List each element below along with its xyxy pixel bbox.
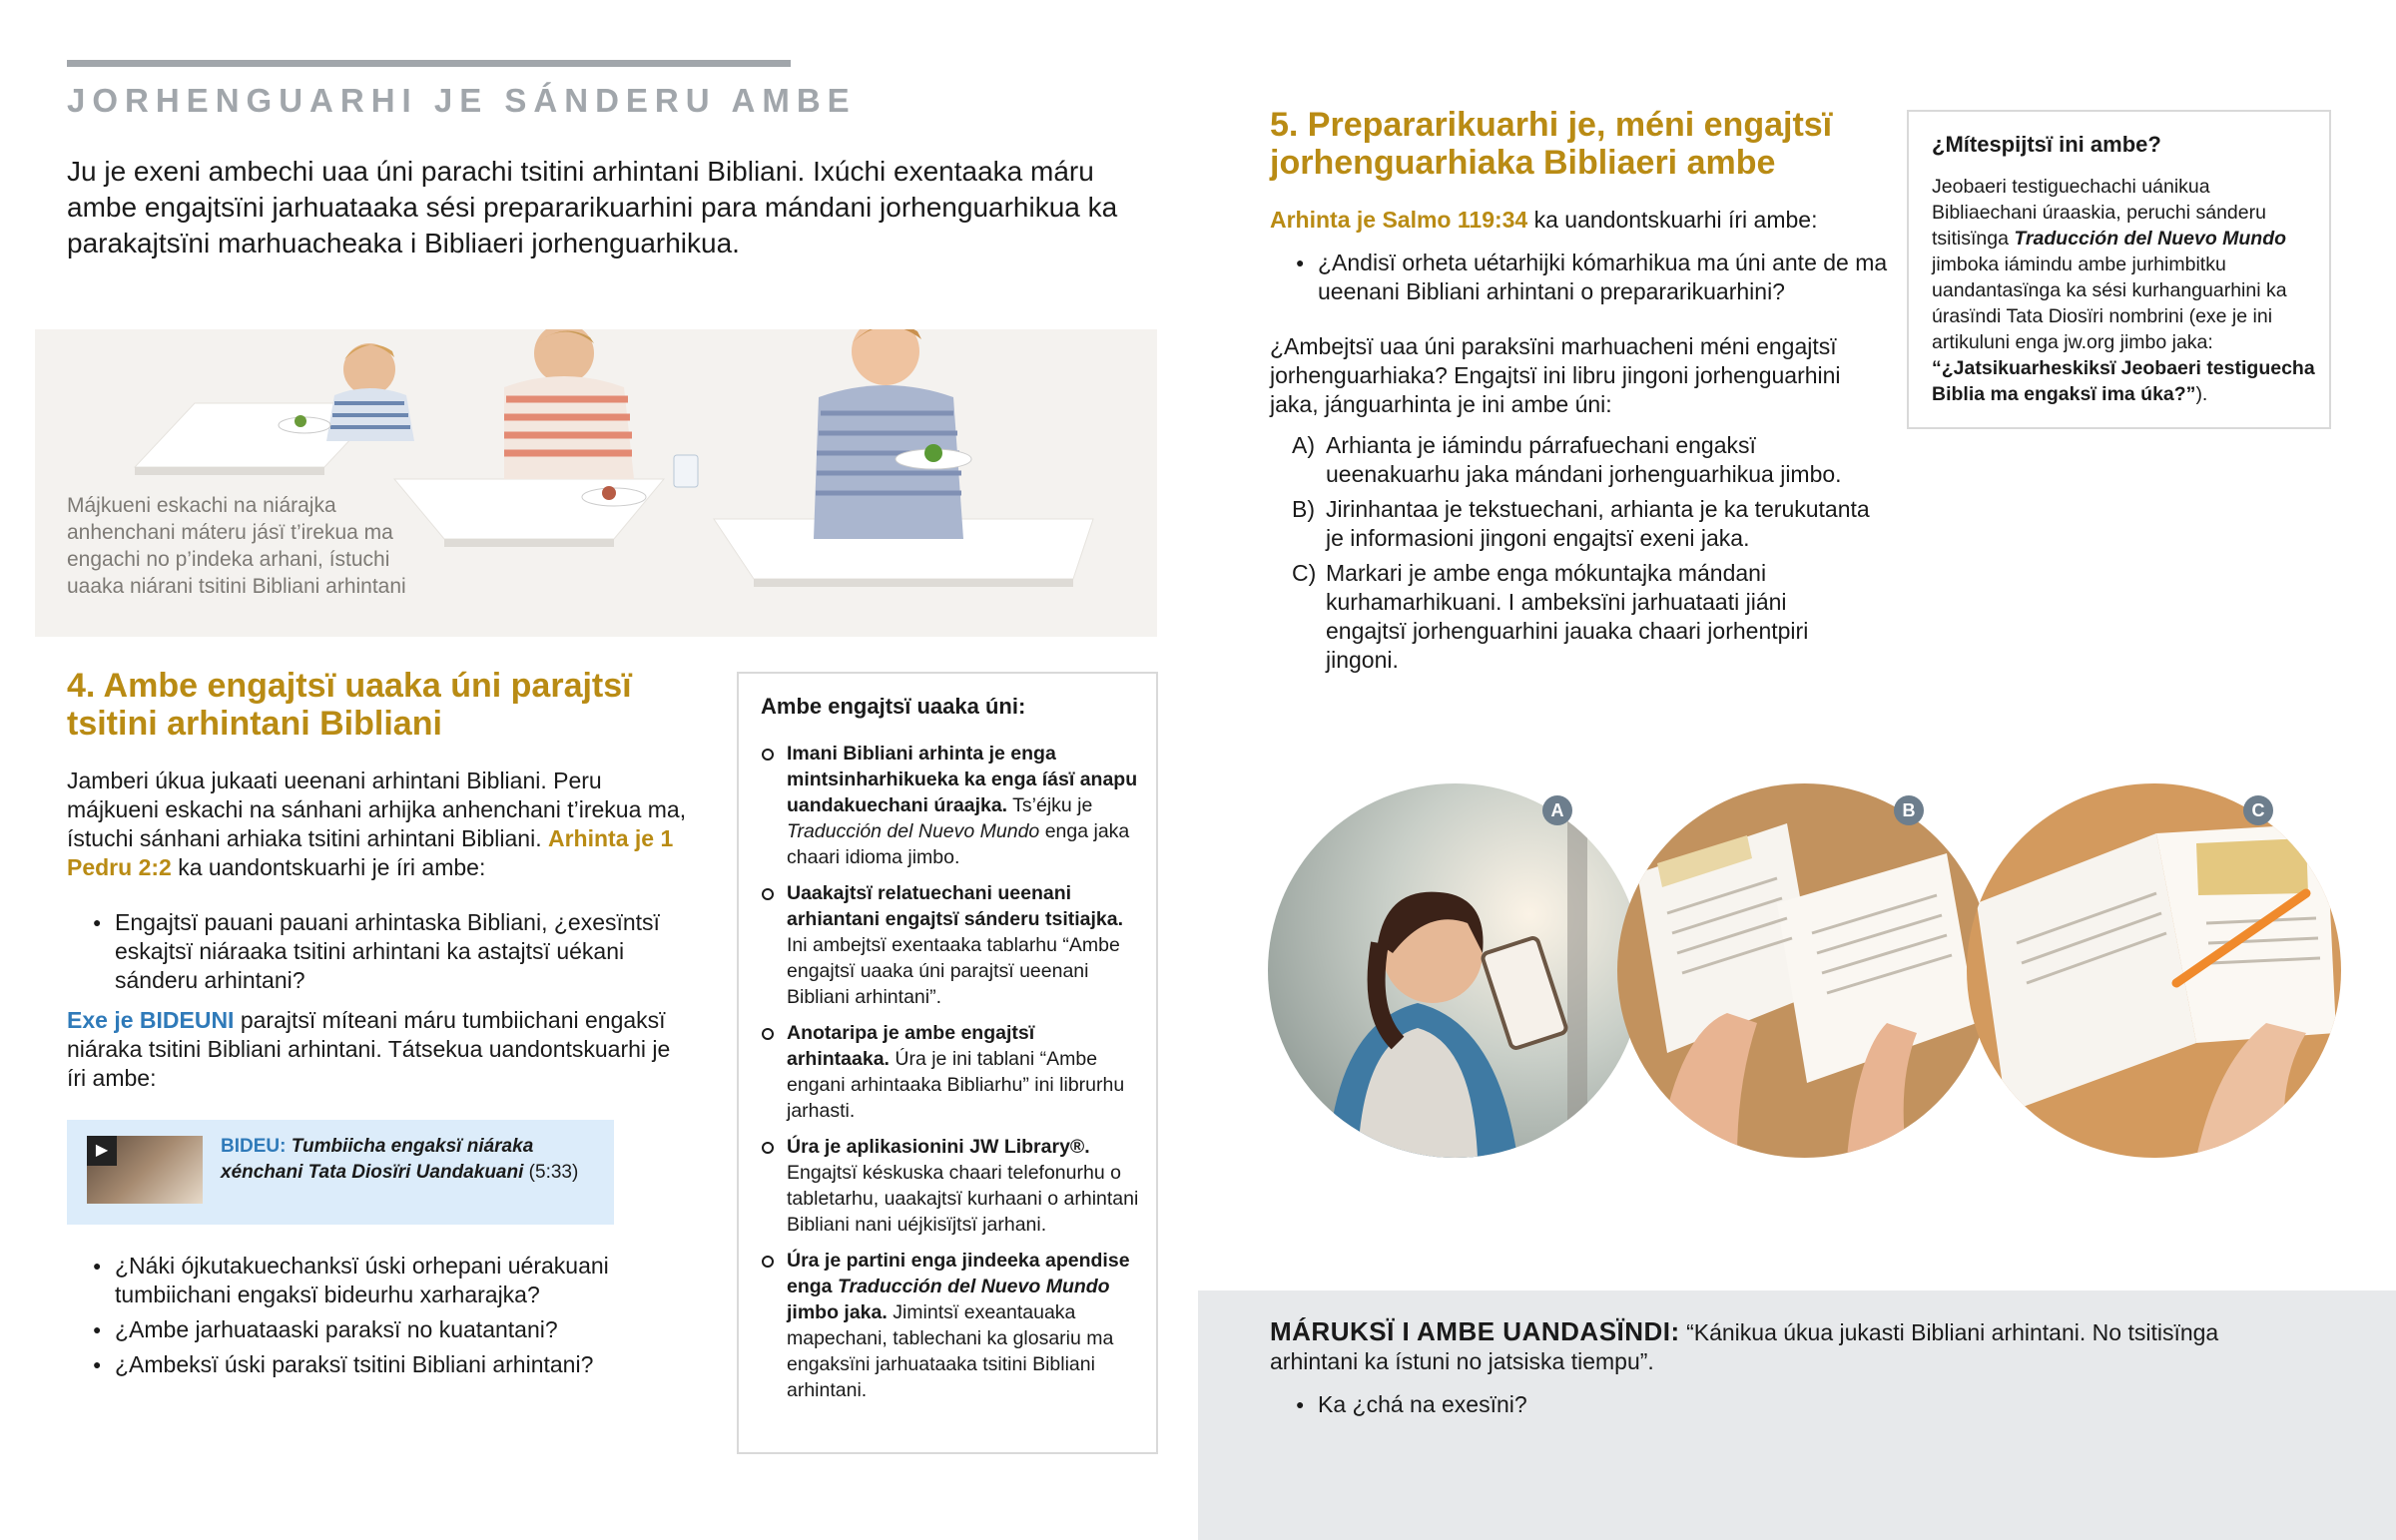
step-a: A) Arhianta je iámindu párrafuechani engaksï ueenakuarhu jaka mándani jorhenguarhikua jimbo.: [1292, 432, 1842, 487]
badge-c: C: [2243, 795, 2273, 825]
video-label: BIDEU:: [221, 1136, 287, 1157]
badge-a: A: [1542, 795, 1572, 825]
play-icon[interactable]: ▶: [87, 1136, 117, 1166]
tip-item: Anotaripa je ambe engajtsï arhintaaka. Úra je ini tablani “Ambe engani arhintaaka Bibliarhu” ini librurhu jarhasti.: [761, 1020, 1140, 1124]
section5-ref-tail: ka uandontskuarhi íri ambe:: [1533, 207, 1818, 233]
section4-para1-text: Jamberi úkua jukaati ueenani arhintani Bibliani. Peru májkueni eskachi na sánhani arhijka anhenchani t’irekua ma, ístuchi sánhani arhiaka tsitini arhintani Bibliani.: [67, 768, 687, 851]
section4-title: 4. Ambe engajtsï uaaka úni parajtsï tsitini arhintani Bibliani: [67, 667, 632, 743]
section-kicker: JORHENGUARHI JE SÁNDERU AMBE: [67, 82, 857, 119]
info-text: Jeobaeri testiguechachi uánikua Bibliaechani úraaskia, peruchi sánderu tsitisïnga Traducción del Nuevo Mundo jimboka iámindu ambe jurhimbitku uandantasïnga ka sési kurhanguarhini ka úrasïndi Tata Diosïri nombrini (exe je ini artikuluni enga jw.org jimbo jaka: “¿Jatsikuarheskiksï Jeobaeri testiguecha Biblia ma engaksï ima úka?”).: [1932, 176, 2315, 405]
info-box: [1907, 110, 2331, 429]
tip-item: Úra je aplikasionini JW Library®. Engajtsï késkuska chaari telefonurhu o tabletarhu, uaakajtsï kurhaani o arhintani Bibliani nani uéjkisïjtsï jarhani.: [761, 1134, 1140, 1238]
question-item: ● ¿Ambe jarhuataaski paraksï no kuatantani?: [67, 1315, 691, 1344]
section5-intro: [1270, 206, 1889, 306]
video-card[interactable]: [67, 1120, 614, 1225]
tip-item: Úra je partini enga jindeeka apendise enga Traducción del Nuevo Mundo jimbo jaka. Jimintsï exeantauaka mapechani, tablechani ka glosariu ma engaksïni jarhuataaka tsitini Bibliani arhintani.: [761, 1248, 1140, 1403]
article-link[interactable]: “¿Jatsikuarheskiksï Jeobaeri testiguecha Biblia ma engaksï ima úka?”: [1932, 357, 2315, 405]
reading-phone-image: [1268, 783, 1642, 1158]
reading-book-image: [1617, 783, 1992, 1158]
section4-para2-text: parajtsï míteani máru tumbiichani engaksï niáraka tsitini Bibliani arhintani. Tátsekua uandontskuarhi je íri ambe:: [67, 1007, 671, 1091]
video-title[interactable]: Tumbiicha engaksï niáraka xénchani Tata Diosïri Uandakuani: [221, 1136, 534, 1183]
section4-video-paragraph: [67, 1006, 691, 1093]
scripture-ref-link[interactable]: Arhinta je 1 Pedru 2:2: [67, 825, 674, 880]
section5-paragraph: ¿Ambejtsï uaa úni paraksïni marhuacheni méni engajtsï jorhenguarhiaka? Engajtsï ini libru jingoni jorhenguarhini jaka, jánguarhinta je ini ambe úni:: [1270, 333, 1841, 417]
step-b: B) Jirinhantaa je tekstuechani, arhianta je ka terukutanta je informasioni jingoni engajtsï exeni jaka.: [1292, 496, 1870, 551]
video-duration: (5:33): [528, 1162, 579, 1183]
section5-title: 5. Prepararikuarhi je, méni engajtsï jorhenguarhiaka Bibliaeri ambe: [1270, 106, 1833, 182]
info-title: ¿Mítespijtsï ini ambe?: [1932, 132, 2161, 157]
psalm-ref-link[interactable]: Arhinta je Salmo 119:34: [1270, 207, 1528, 233]
video-link[interactable]: Exe je BIDEUNI: [67, 1007, 235, 1033]
objection-title: MÁRUKSÏ I AMBE UANDASÏNDI:: [1270, 1316, 1680, 1346]
section4-para1-tail: ka uandontskuarhi je íri ambe:: [178, 854, 486, 880]
top-rule: [67, 60, 791, 67]
section5-bullet: ● ¿Andisï orheta uétarhijki kómarhikua ma úni ante de ma ueenani Bibliani arhintani o prepararikuarhini?: [1270, 249, 1889, 306]
writing-book-image: [1967, 783, 2341, 1158]
marking-book-illustration: [1967, 783, 2341, 1158]
question-item: ● ¿Náki ójkutakuechanksï úski orhepani uérakuani tumbiichani engaksï bideurhu xarharajka?: [67, 1252, 691, 1309]
objection-text: [1270, 1317, 2268, 1419]
tip-item: Imani Bibliani arhinta je enga mintsinharhikueka ka enga íásï anapu uandakuechani úraajka. Ts’éjku je Traducción del Nuevo Mundo enga jaka chaari idioma jimbo.: [761, 741, 1140, 870]
question-item: ● ¿Ambeksï úski paraksï tsitini Bibliani arhintani?: [67, 1350, 691, 1379]
objection-quote: “Kánikua úkua jukasti Bibliani arhintani. No tsitisïnga arhintani ka ístuni no jatsiska tiempu”.: [1270, 1319, 2219, 1374]
video-thumbnail[interactable]: [87, 1136, 203, 1204]
tips-title: Ambe engajtsï uaaka úni:: [761, 694, 1026, 719]
study-steps: [1292, 431, 1871, 681]
open-books-illustration: [1617, 783, 1992, 1158]
objection-bullet: ● Ka ¿chá na exesïni?: [1270, 1390, 2268, 1419]
step-c: C) Markari je ambe enga mókuntajka mándani kurhamarhikuani. I ambeksïni jarhuataati jiáni engajtsï jorhenguarhini jauaka chaari jorhentpiri jingoni.: [1292, 560, 1809, 673]
tip-item: Uaakajtsï relatuechani ueenani arhiantani engajtsï sánderu tsitiajka. Ini ambejtsï exentaaka tablarhu “Ambe engajtsï uaaka úni parajtsï ueenani Bibliani arhintani”.: [761, 880, 1140, 1010]
woman-reading-illustration: [1268, 783, 1642, 1158]
video-caption: [221, 1134, 600, 1186]
badge-b: B: [1894, 795, 1924, 825]
section4-paragraph: [67, 767, 691, 995]
tips-box: [737, 672, 1158, 1454]
section4-bullet: ● Engajtsï pauani pauani arhintaska Bibliani, ¿exesïntsï eskajtsï niáraaka tsitini arhintani ka astajtsï uékani sánderu arhintani?: [67, 908, 691, 995]
tips-list: [761, 741, 1140, 1413]
intro-paragraph: Ju je exeni ambechi uaa úni parachi tsitini arhintani Bibliani. Ixúchi exentaaka máru ambe engajtsïni jarhuataaka sési prepararikuarhini para mándani jorhenguarhikua ka parakajtsïni marhuacheaka i Bibliaeri jorhenguarhikua.: [67, 156, 1118, 258]
section4-questions: [67, 1252, 691, 1379]
illustration-caption: Májkueni eskachi na niárajka anhenchani máteru jásï t’irekua ma engachi no p’indeka arhani, ístuchi uaaka niárani tsitini Bibliani arhintani: [67, 494, 406, 598]
